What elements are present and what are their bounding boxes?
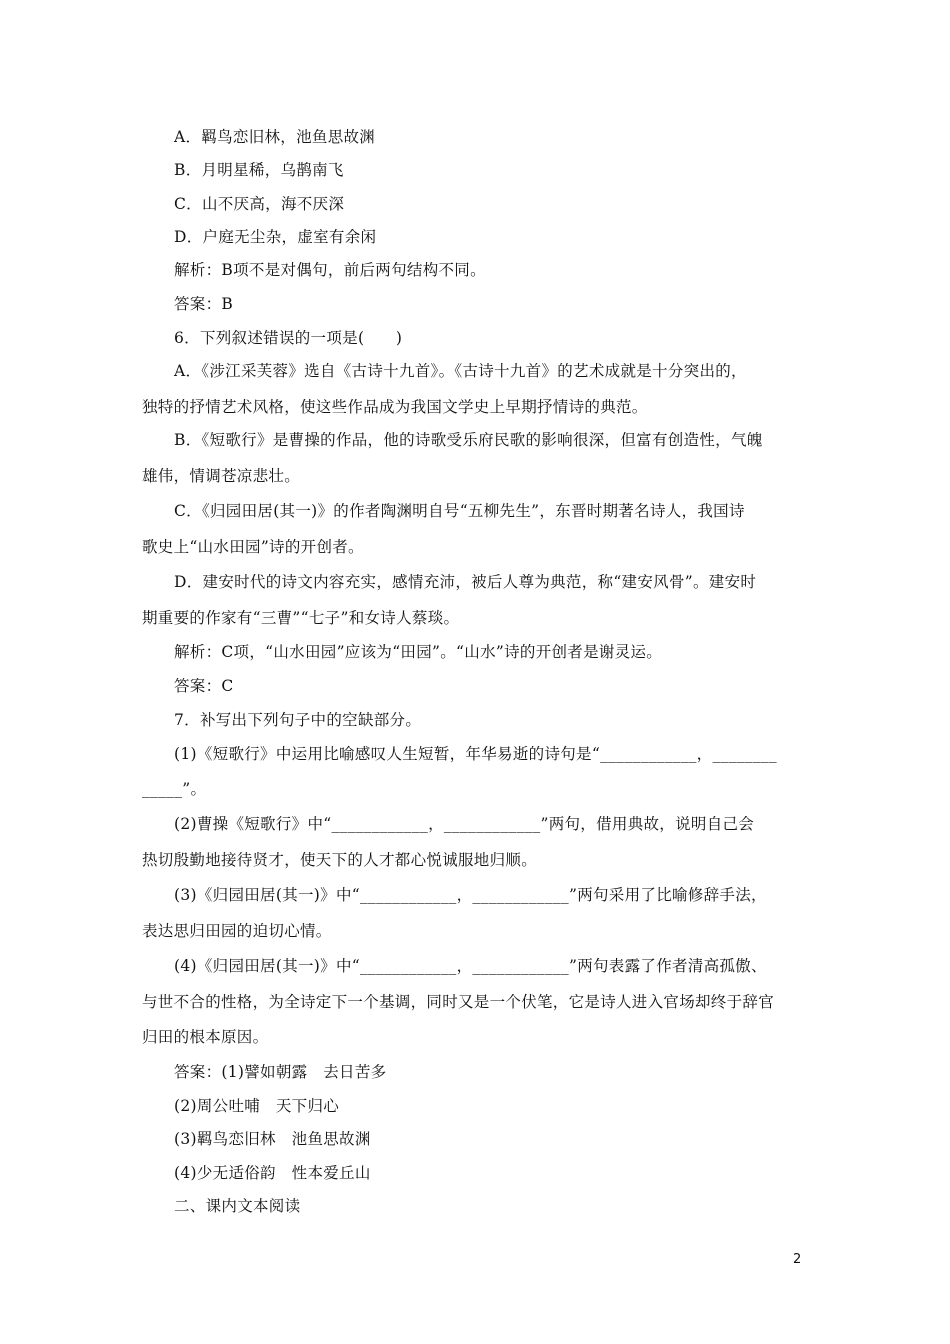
q7-part1-line1: (1)《短歌行》中运用比喻感叹人生短暂，年华易逝的诗句是“____________，________ [174, 745, 777, 763]
q7-part3-line1: (3)《归园田居(其一)》中“____________，____________”两句采用了比喻修辞手法， [174, 886, 767, 904]
answer-7-1: 答案：(1)譬如朝露 去日苦多 [174, 1063, 387, 1081]
option-c: C．山不厌高，海不厌深 [174, 195, 345, 213]
q7-part4-line1: (4)《归园田居(其一)》中“____________，____________”两句表露了作者清高孤傲、 [174, 957, 767, 975]
q7-part4-line3: 归田的根本原因。 [142, 1028, 269, 1046]
answer-5: 答案：B [174, 295, 234, 313]
q6-option-d-line1: D．建安时代的诗文内容充实，感情充沛，被后人尊为典范，称“建安风骨”。建安时 [174, 573, 757, 591]
question-7: 7．补写出下列句子中的空缺部分。 [174, 711, 422, 729]
q6-option-d-line2: 期重要的作家有“三曹”“七子”和女诗人蔡琰。 [142, 609, 460, 627]
analysis-5: 解析：B项不是对偶句，前后两句结构不同。 [174, 261, 486, 279]
option-b: B．月明星稀，乌鹊南飞 [174, 161, 344, 179]
answer-7-4: (4)少无适俗韵 性本爱丘山 [174, 1164, 371, 1182]
q7-part2-line2: 热切殷勤地接待贤才，使天下的人才都心悦诚服地归顺。 [142, 851, 538, 869]
q6-option-c-line1: C．《归园田居(其一)》的作者陶渊明自号“五柳先生”，东晋时期著名诗人，我国诗 [174, 502, 745, 520]
q6-option-a-line2: 独特的抒情艺术风格，使这些作品成为我国文学史上早期抒情诗的典范。 [142, 398, 648, 416]
question-6: 6．下列叙述错误的一项是( ) [174, 329, 403, 347]
answer-6: 答案：C [174, 677, 234, 695]
answer-7-2: (2)周公吐哺 天下归心 [174, 1097, 340, 1115]
option-a: A．羁鸟恋旧林，池鱼思故渊 [174, 128, 376, 146]
q7-part3-line2: 表达思归田园的迫切心情。 [142, 922, 332, 940]
q6-option-c-line2: 歌史上“山水田园”诗的开创者。 [142, 538, 364, 556]
q7-part1-line2: _____”。 [142, 780, 207, 798]
analysis-6: 解析：C项，“山水田园”应该为“田园”。“山水”诗的开创者是谢灵运。 [174, 643, 663, 661]
q6-option-a-line1: A．《涉江采芙蓉》选自《古诗十九首》。《古诗十九首》的艺术成就是十分突出的， [174, 362, 747, 380]
page-number: 2 [793, 1252, 802, 1267]
q7-part2-line1: (2)曹操《短歌行》中“____________，____________”两句，借用典故，说明自己会 [174, 815, 755, 833]
q7-part4-line2: 与世不合的性格，为全诗定下一个基调，同时又是一个伏笔，它是诗人进入官场却终于辞官 [142, 993, 775, 1011]
answer-7-3: (3)羁鸟恋旧林 池鱼思故渊 [174, 1130, 371, 1148]
option-d: D．户庭无尘杂，虚室有余闲 [174, 228, 377, 246]
q6-option-b-line1: B．《短歌行》是曹操的作品，他的诗歌受乐府民歌的影响很深，但富有创造性，气魄 [174, 431, 763, 449]
q6-option-b-line2: 雄伟，情调苍凉悲壮。 [142, 467, 301, 485]
section-heading: 二、课内文本阅读 [174, 1197, 301, 1215]
